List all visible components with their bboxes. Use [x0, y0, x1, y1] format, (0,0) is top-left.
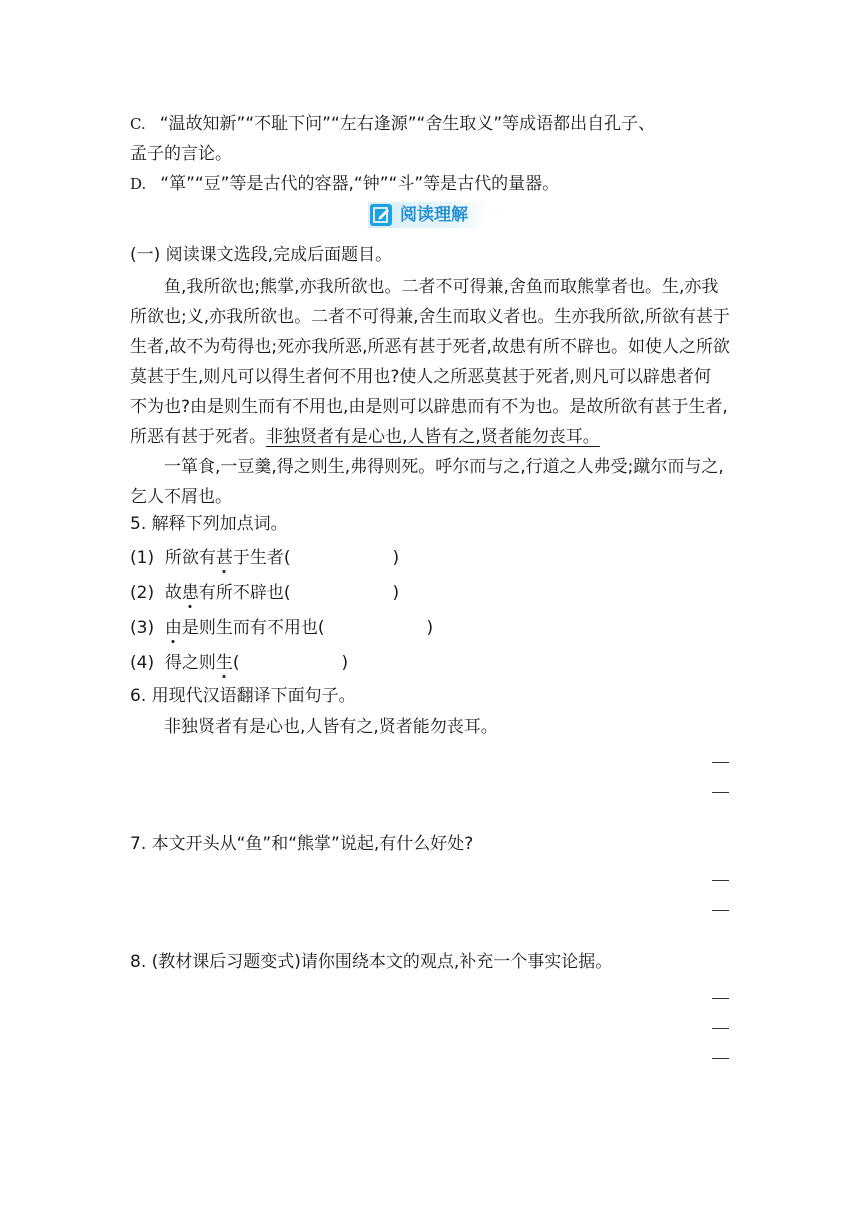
answer-line[interactable]	[712, 792, 729, 793]
dotted-word: 患	[181, 583, 199, 603]
answer-line[interactable]	[712, 1058, 729, 1059]
item-number: (3)	[130, 618, 155, 638]
option-c-text-line1: “温故知新”“不耻下问”“左右逢源”“舍生取义”等成语都出自孔子、	[159, 114, 656, 134]
option-c-continued	[130, 143, 232, 165]
question-6-sentence	[164, 716, 498, 738]
passage-intro	[130, 244, 392, 266]
answer-line[interactable]	[712, 910, 729, 911]
answer-line[interactable]	[712, 880, 729, 881]
passage-paragraph-1	[130, 272, 730, 452]
sentence-to-translate: 非独贤者有是心也,人皆有之,贤者能勿丧耳。	[164, 717, 498, 737]
question-7-stem	[130, 833, 473, 855]
question-6-text: 6. 用现代汉语翻译下面句子。	[130, 686, 356, 706]
passage-line: 一箪食,一豆羹,得之则生,弗得则死。呼尔而与之,行道之人弗受;蹴尔而与之,	[164, 457, 724, 477]
item-close-paren: )	[341, 653, 349, 673]
question-8-text: 8. (教材课后习题变式)请你围绕本文的观点,补充一个事实论据。	[130, 952, 613, 972]
item-close-paren: )	[392, 583, 400, 603]
item-text-pre: 所欲有	[164, 548, 216, 568]
section-title: 阅读理解	[400, 205, 468, 225]
item-number: (2)	[130, 583, 155, 603]
q5-item-4	[130, 652, 348, 674]
passage-line: 乞人不屑也。	[130, 487, 232, 507]
item-text-post: 是则生而有不用也(	[181, 618, 325, 638]
q5-item-1	[130, 547, 399, 569]
answer-line[interactable]	[712, 762, 729, 763]
item-text-post: (	[232, 653, 240, 673]
passage-line-last	[130, 422, 730, 452]
question-5-text: 5. 解释下列加点词。	[130, 514, 288, 534]
passage-paragraph-2	[130, 452, 730, 512]
q5-item-3	[130, 617, 433, 639]
option-c-text-line2: 孟子的言论。	[130, 144, 232, 164]
dotted-word: 甚	[215, 548, 233, 568]
question-7-text: 7. 本文开头从“鱼”和“熊掌”说起,有什么好处?	[130, 834, 474, 854]
question-6-stem	[130, 685, 356, 707]
item-close-paren: )	[392, 548, 400, 568]
option-d-text: “箪”“豆”等是古代的容器,“钟”“斗”等是古代的量器。	[160, 174, 560, 194]
passage-intro-text: (一) 阅读课文选段,完成后面题目。	[130, 245, 393, 265]
option-d-label: D.	[130, 175, 147, 193]
answer-line[interactable]	[712, 998, 729, 999]
passage-line: 所欲也;义,亦我所欲也。二者不可得兼,舍生而取义者也。生亦我所欲,所欲有甚于	[130, 307, 730, 327]
question-5-stem	[130, 513, 288, 535]
item-number: (1)	[130, 548, 155, 568]
pencil-note-icon	[370, 204, 392, 226]
item-text-post: 有所不辟也(	[198, 583, 291, 603]
item-text-post: 于生者(	[232, 548, 291, 568]
passage-line: 鱼,我所欲也;熊掌,亦我所欲也。二者不可得兼,舍鱼而取熊掌者也。生,亦我	[164, 277, 719, 297]
option-c	[130, 113, 655, 135]
section-banner-reading	[368, 202, 490, 228]
passage-line: 不为也?由是则生而有不用也,由是则可以辟患而有不为也。是故所欲有甚于生者,	[130, 397, 728, 417]
passage-plain-text: 所恶有甚于死者。	[130, 427, 266, 447]
item-number: (4)	[130, 653, 155, 673]
q5-item-2	[130, 582, 399, 604]
item-text-pre: 得之则	[164, 653, 216, 673]
option-d	[130, 173, 559, 195]
item-close-paren: )	[426, 618, 434, 638]
passage-line: 生者,故不为苟得也;死亦我所恶,所恶有甚于死者,故患有所不辟也。如使人之所欲	[130, 337, 730, 357]
item-text-pre: 故	[164, 583, 182, 603]
option-c-label: C.	[130, 115, 146, 133]
question-8-stem	[130, 951, 612, 973]
dotted-word: 生	[215, 653, 233, 673]
passage-line: 莫甚于生,则凡可以得生者何不用也?使人之所恶莫甚于死者,则凡可以辟患者何	[130, 367, 711, 387]
underlined-sentence: 非独贤者有是心也,人皆有之,贤者能勿丧耳。	[266, 427, 600, 447]
dotted-word: 由	[164, 618, 182, 638]
answer-line[interactable]	[712, 1028, 729, 1029]
